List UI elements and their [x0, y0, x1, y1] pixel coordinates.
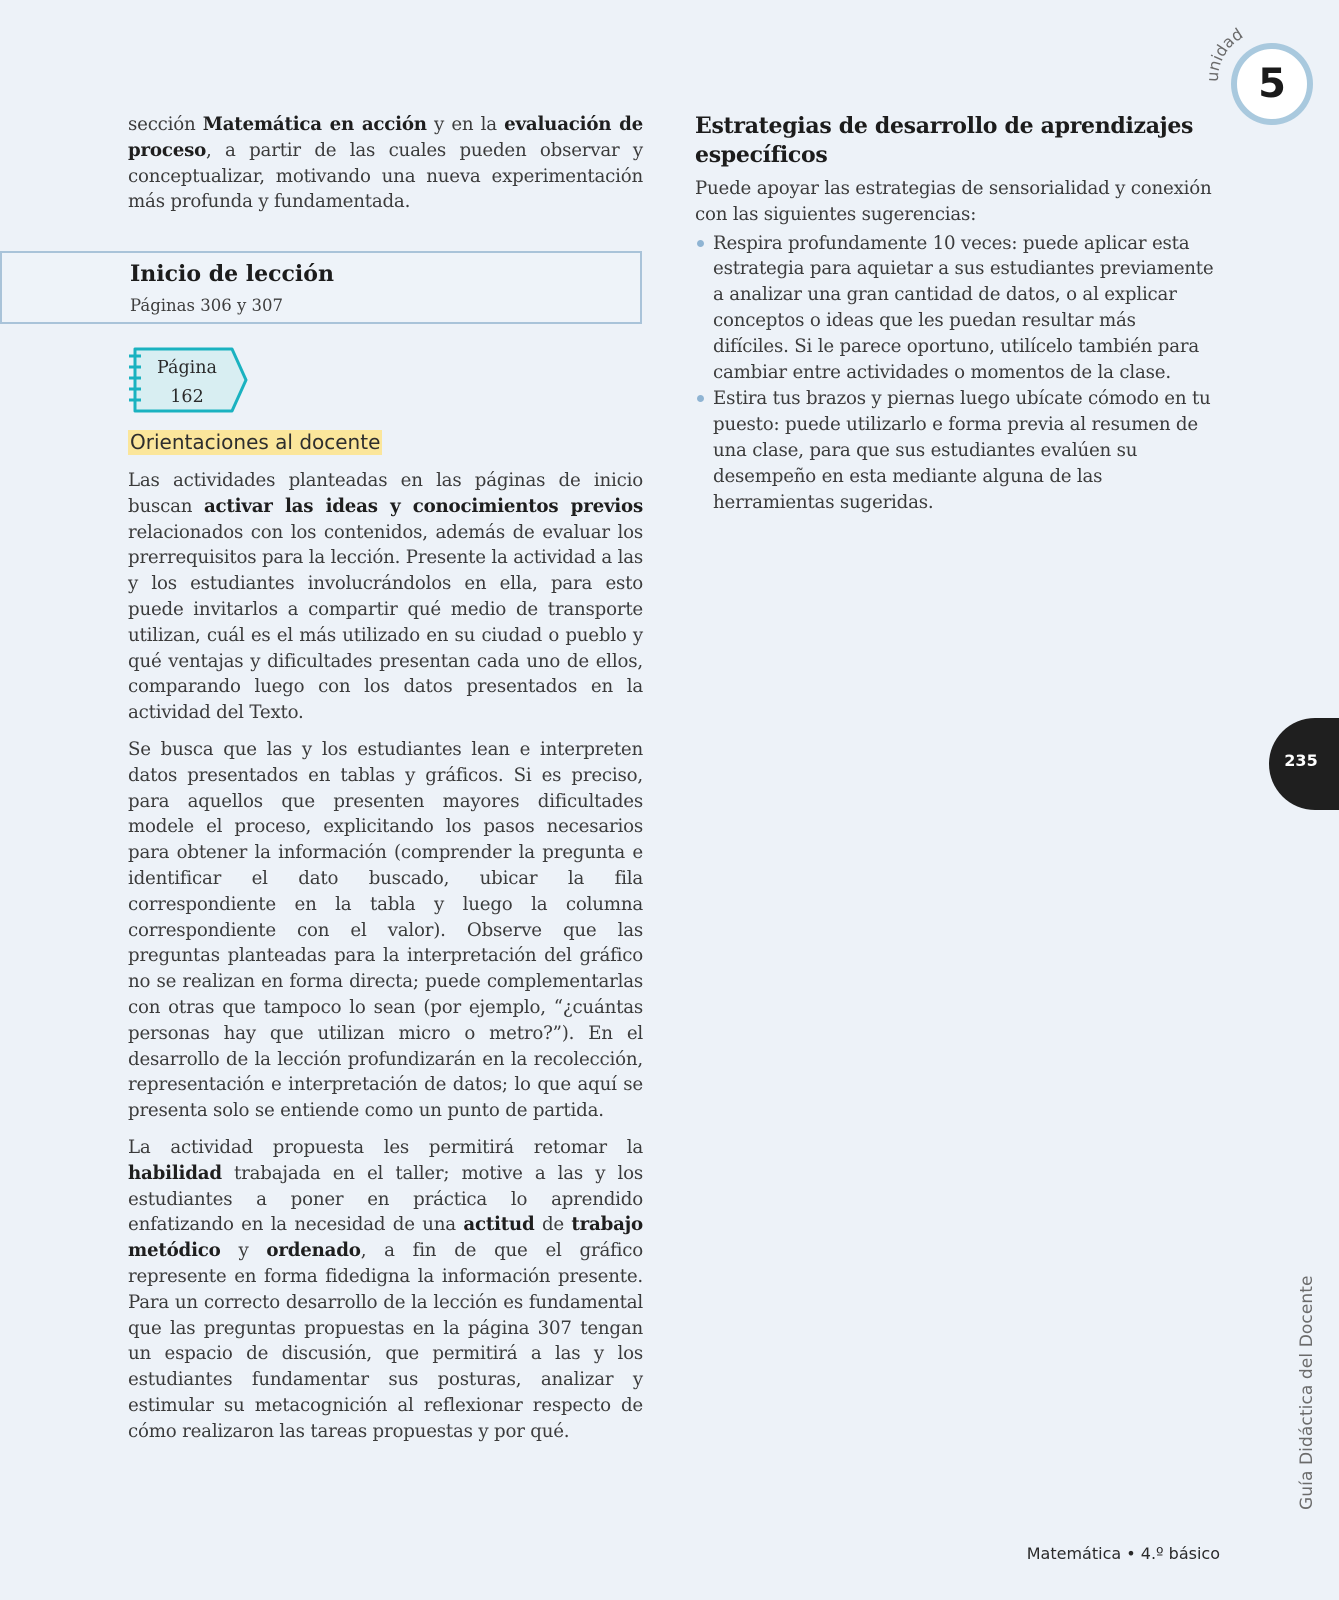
p1-bold-1: activar las ideas y conocimientos previos [203, 495, 643, 517]
p3-text-5: , a fin de que el gráfico represente en forma fidedigna la información presente. Para un correcto desarrollo de la lección es fundamental que las preguntas propuestas en la página 307 tengan un espacio de discusión, que permitirá a las y los estudiantes fundamentar sus posturas, analizar y estimular su metacognición al reflexionar respecto de cómo realizaron las tareas propuestas y por qué. [128, 1240, 643, 1442]
orientations-heading: Orientaciones al docente [130, 430, 381, 454]
strategies-heading: Estrategias de desarrollo de aprendizajes específicos [695, 113, 1194, 168]
orientations-body [128, 468, 643, 1455]
right-column [695, 112, 1215, 516]
bullet-icon [697, 240, 704, 247]
list-item [695, 231, 1215, 386]
p3-bold-3: trabajo metódico [128, 1214, 643, 1262]
p3-text-1: La actividad propuesta les permitirá retomar la [128, 1136, 643, 1158]
paragraph-3 [128, 1135, 643, 1445]
p3-text-3: de [534, 1214, 572, 1236]
left-column [128, 112, 643, 215]
page-tag-text [141, 354, 233, 412]
page-reference-tag [127, 346, 249, 414]
page-number: 235 [1284, 751, 1318, 770]
unit-badge [1198, 22, 1318, 132]
unit-circle [1231, 43, 1313, 125]
footer-course: Matemática • 4.º básico [1026, 1544, 1220, 1563]
page-number-tab [1269, 718, 1339, 810]
intro-text-1: sección [128, 114, 203, 135]
guide-side-title: Guía Didáctica del Docente [1297, 1275, 1317, 1510]
p3-text-4: y [220, 1240, 267, 1262]
lesson-header-box [0, 251, 642, 324]
paragraph-2: Se busca que las y los estudiantes lean e interpreten datos presentados en tablas y gráficos. Si es preciso, para aquellos que presenten mayores dificultades modele el proceso, explicitando los pasos necesarios para obtener la información (comprender la pregunta e identificar el dato buscado, ubicar la fila correspondiente en la tabla y luego la columna correspondiente con el valor). Observe que las preguntas planteadas para la interpretación del gráfico no se realizan en forma directa; puede complementarlas con otras que tampoco lo sean (por ejemplo, “¿cuántas personas hay que utilizan micro o metro?”). En el desarrollo de la lección profundizarán en la recolección, representación e interpretación de datos; lo que aquí se presenta solo se entiende como un punto de partida. [128, 738, 643, 1122]
p3-bold-1: habilidad [128, 1162, 222, 1184]
intro-bold-2: evaluación de proceso [128, 114, 643, 161]
lesson-pages: Páginas 306 y 307 [130, 296, 284, 315]
strategies-intro: Puede apoyar las estrategias de sensorialidad y conexión con las siguientes sugerencias: [695, 178, 1212, 225]
bullet-icon [697, 395, 704, 402]
p3-bold-2: actitud [463, 1214, 535, 1236]
page-tag-label: Página [157, 358, 217, 378]
list-item [695, 386, 1215, 515]
lesson-title: Inicio de lección [130, 261, 334, 287]
unit-number: 5 [1258, 61, 1286, 107]
p1-text-2: relacionados con los contenidos, además de evaluar los prerrequisitos para la lección. Presente la actividad a las y los estudiantes involucrándolos en ella, para esto puede invitarlos a compartir qué medio de transporte utilizan, cuál es el más utilizado en su ciudad o pueblo y qué ventajas y dificultades presentan cada uno de ellos, comparando luego con los datos presentados en la actividad del Texto. [128, 521, 643, 724]
intro-paragraph [128, 112, 643, 215]
list-item-text: Estira tus brazos y piernas luego ubícate cómodo en tu puesto: puede utilizarlo e forma previa al resumen de una clase, para que sus estudiantes evalúen su desempeño en esta mediante alguna de las herramientas sugeridas. [713, 388, 1211, 513]
intro-text-2: y en la [426, 114, 505, 135]
list-item-text: Respira profundamente 10 veces: puede aplicar esta estrategia para aquietar a sus estudiantes previamente a analizar una gran cantidad de datos, o al explicar conceptos o ideas que les puedan resultar más difíciles. Si le parece oportuno, utilícelo también para cambiar entre actividades o momentos de la clase. [713, 232, 1214, 383]
intro-text-3: , a partir de las cuales pueden observar y conceptualizar, motivando una nueva experimentación más profunda y fundamentada. [128, 139, 643, 213]
paragraph-1 [128, 468, 643, 726]
strategies-list [695, 231, 1215, 516]
p3-bold-4: ordenado [266, 1240, 361, 1262]
p3-text-2: trabajada en el taller; motive a las y los estudiantes a poner en práctica lo aprendido enfatizando en la necesidad de una [128, 1162, 643, 1236]
page-tag-number: 162 [170, 387, 204, 407]
p1-text-1: Las actividades planteadas en las páginas de inicio buscan [128, 470, 643, 517]
intro-bold-1: Matemática en acción [202, 114, 427, 135]
unit-label: unidad [1202, 24, 1247, 83]
